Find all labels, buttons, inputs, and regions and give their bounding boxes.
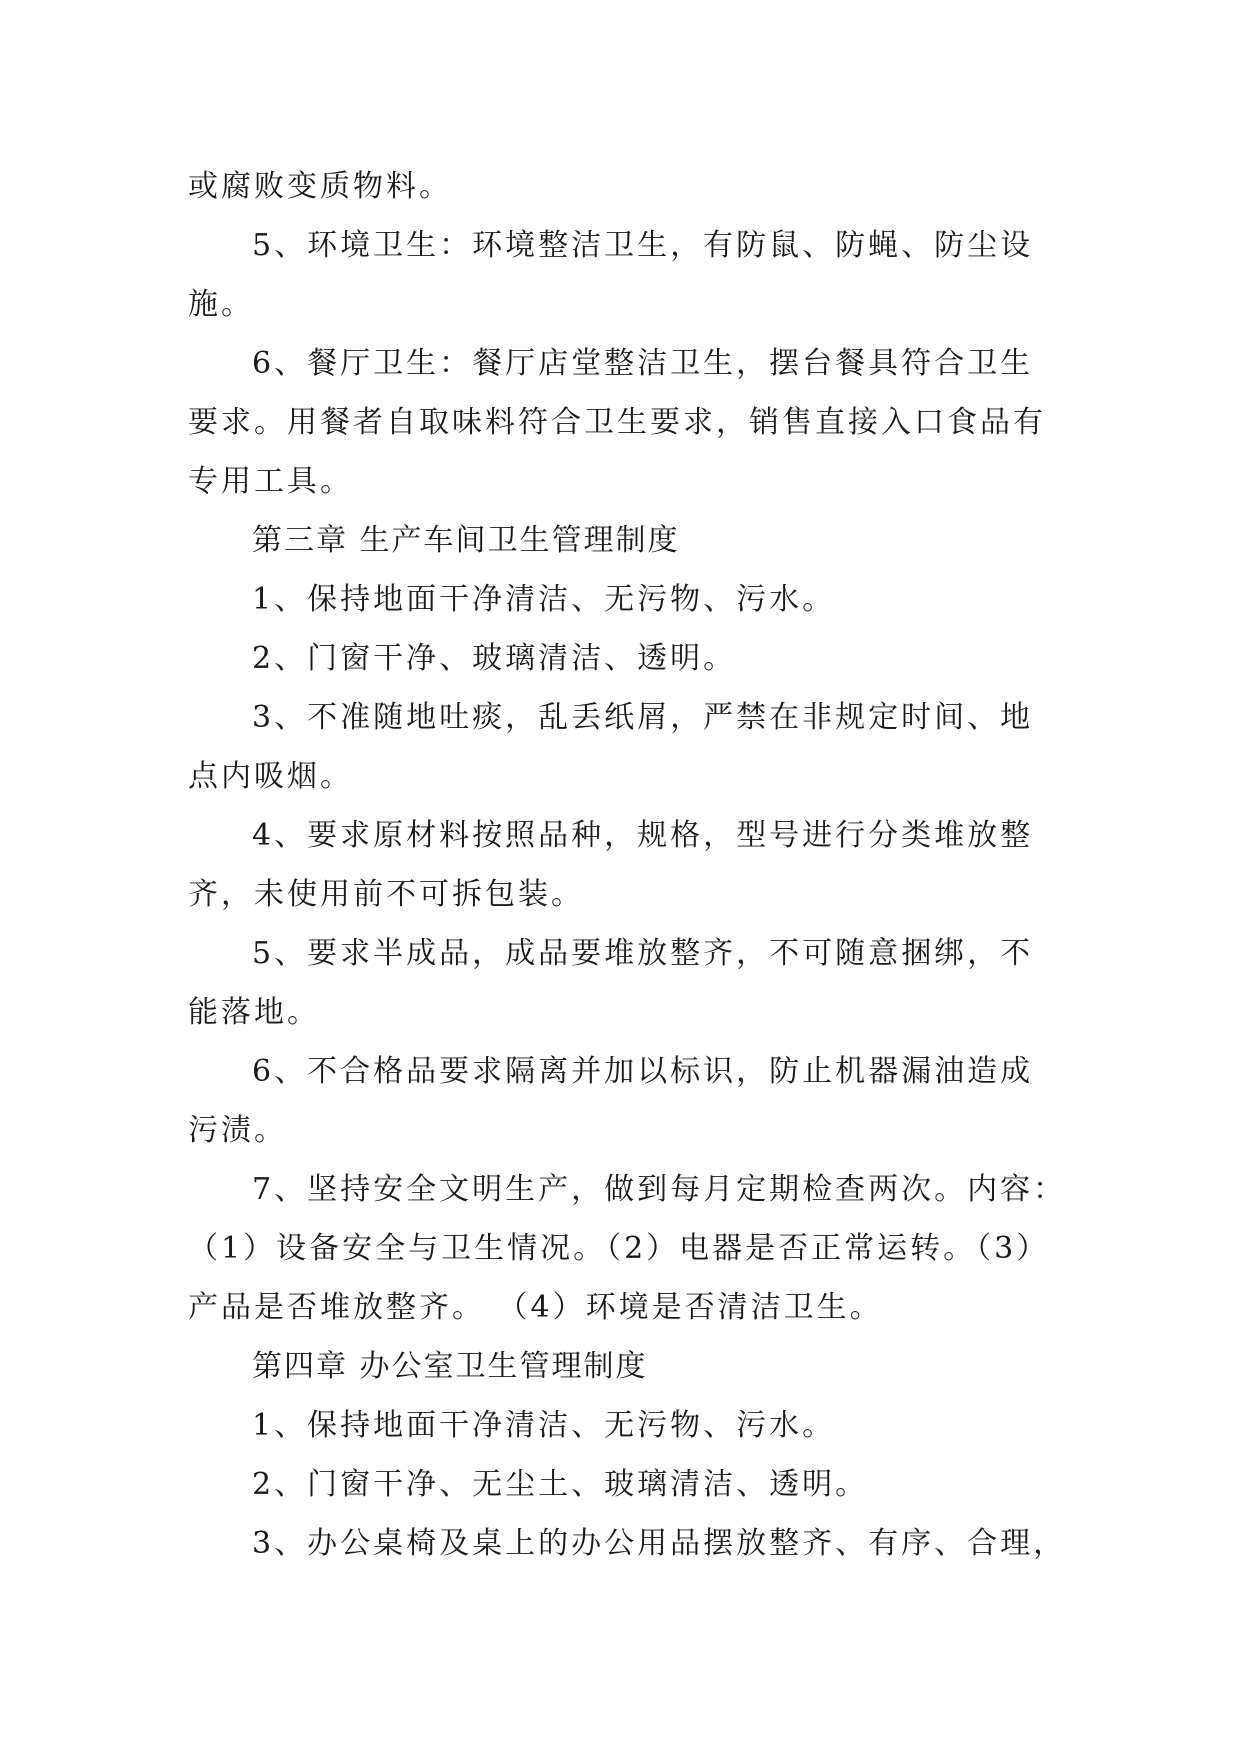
text-line-continuation: 齐，未使用前不可拆包装。 <box>188 877 584 912</box>
text-line-item-3: 3、不准随地吐痰，乱丢纸屑，严禁在非规定时间、地 <box>252 700 1034 735</box>
text-line-item-3: 3、办公桌椅及桌上的办公用品摆放整齐、有序、合理， <box>252 1526 1067 1561</box>
text-line-item-7: 7、坚持安全文明生产，做到每月定期检查两次。内容： <box>252 1172 1067 1207</box>
text-line-item-1: 1、保持地面干净清洁、无污物、污水。 <box>252 1408 836 1443</box>
text-line-item-5: 5、要求半成品，成品要堆放整齐，不可随意捆绑，不 <box>252 936 1034 971</box>
document-body <box>188 157 1078 1573</box>
text-line-item-1: 1、保持地面干净清洁、无污物、污水。 <box>252 582 836 617</box>
text-line-continuation: 能落地。 <box>188 995 320 1030</box>
text-line-item-2: 2、门窗干净、无尘土、玻璃清洁、透明。 <box>252 1467 869 1502</box>
chapter-heading-4: 第四章 办公室卫生管理制度 <box>252 1349 648 1384</box>
text-line-item-restaurant: 6、餐厅卫生：餐厅店堂整洁卫生，摆台餐具符合卫生 <box>252 346 1034 381</box>
text-line-continuation: 要求。用餐者自取味料符合卫生要求，销售直接入口食品有 <box>188 405 1046 440</box>
text-line-item-4: 4、要求原材料按照品种，规格，型号进行分类堆放整 <box>252 818 1034 853</box>
text-line-item-2: 2、门窗干净、玻璃清洁、透明。 <box>252 641 737 676</box>
text-line-continuation: 产品是否堆放整齐。 （4）环境是否清洁卫生。 <box>188 1290 883 1325</box>
text-line-continuation: 污渍。 <box>188 1113 287 1148</box>
text-line-item-6: 6、不合格品要求隔离并加以标识，防止机器漏油造成 <box>252 1054 1034 1089</box>
text-line-item-env: 5、环境卫生：环境整洁卫生，有防鼠、防蝇、防尘设 <box>252 228 1034 263</box>
text-line-continuation: 或腐败变质物料。 <box>188 169 452 204</box>
text-line-continuation: 专用工具。 <box>188 464 353 499</box>
text-line-continuation: （1）设备安全与卫生情况。（2）电器是否正常运转。（3） <box>188 1231 1050 1266</box>
text-line-continuation: 点内吸烟。 <box>188 759 353 794</box>
chapter-heading-3: 第三章 生产车间卫生管理制度 <box>252 523 680 558</box>
text-line-continuation: 施。 <box>188 287 254 322</box>
